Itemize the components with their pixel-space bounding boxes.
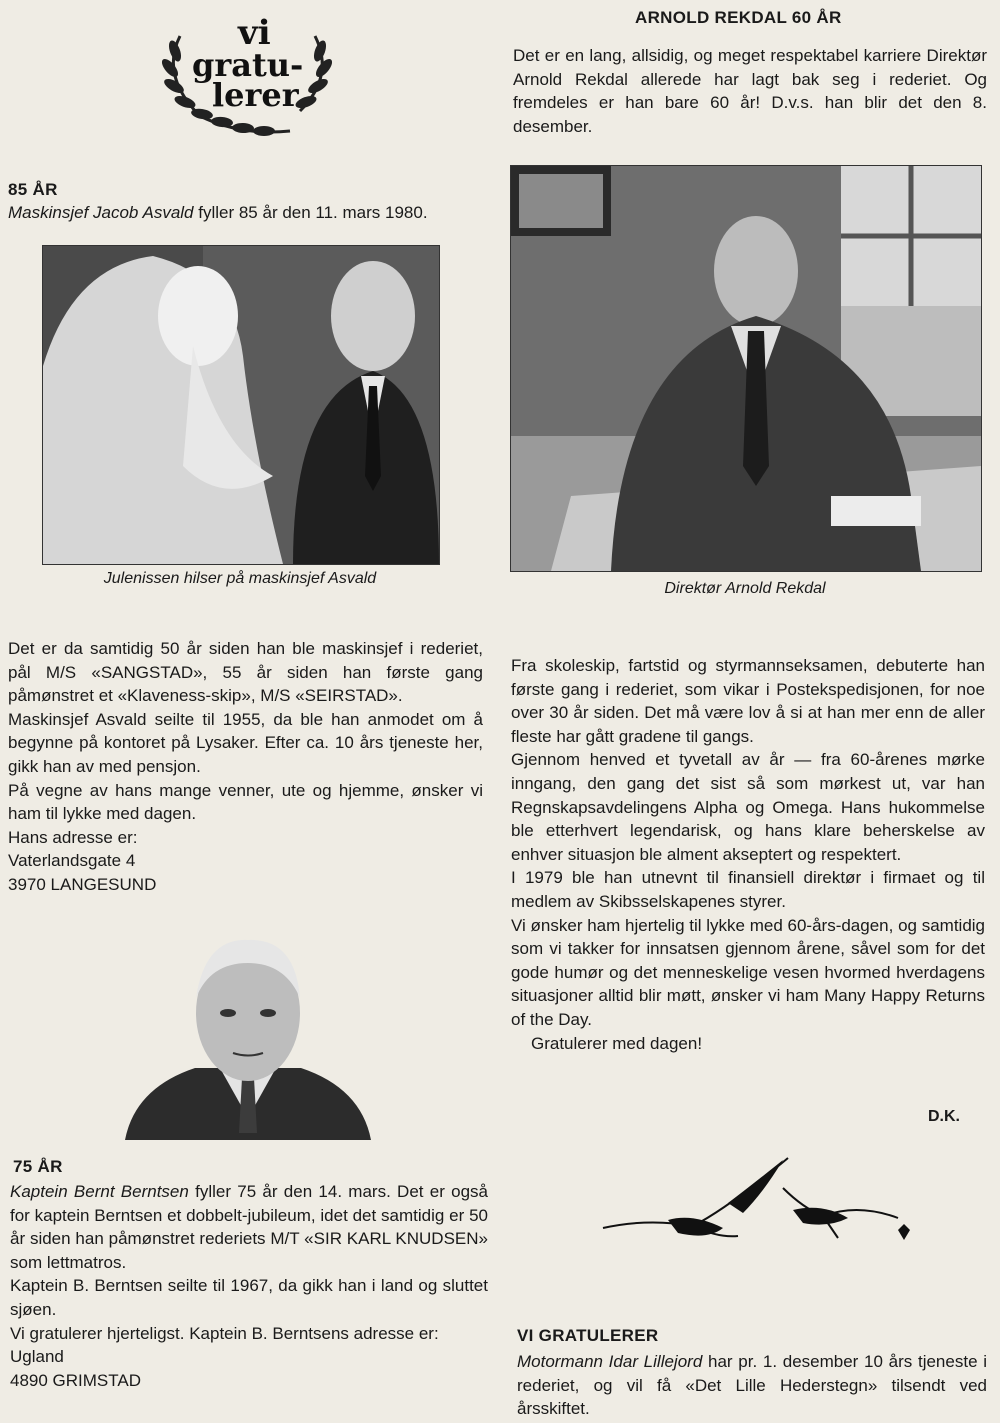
rekdal-paragraph-1: Fra skoleskip, fartstid og styrmannseksamen, debuterte han første gang i rederiet, som vikar i Postekspedisjonen, for noe over 30 år siden. Det må være lov å si at han mer enn de aller fleste har gått gradene til gangs. [511, 656, 985, 746]
berntsen-intro-rest: fyller 75 år den 14. mars. Det er også for kaptein Berntsen et dobbelt-jubileum, idet det samtidig er 50 år siden han påmønstret rederiets M/T «SIR KARL KNUDSEN» som lettmatros. [10, 1182, 488, 1272]
lillejord-rest: har pr. 1. desember 10 års tjeneste i rederiet, og vil få «Det Lille Hederstegn» tilsendt ved årsskiftet. [517, 1352, 988, 1419]
rekdal-paragraph-5: Gratulerer med dagen! [531, 1033, 703, 1053]
asvald-name: Maskinsjef Jacob Asvald [8, 203, 194, 222]
asvald-photo [42, 245, 440, 565]
asvald-title: 85 ÅR [8, 180, 58, 199]
rekdal-body [511, 654, 985, 1055]
lillejord-name: Motormann Idar Lillejord [517, 1352, 703, 1371]
berntsen-title: 75 ÅR [13, 1157, 63, 1176]
berntsen-paragraph-1 [10, 1180, 488, 1274]
berntsen-portrait [125, 918, 371, 1140]
rekdal-paragraph-3: I 1979 ble han utnevnt til finansiell direktør i firmaet og til medlem av Skibsselskapenes styrer. [511, 868, 985, 911]
berntsen-paragraph-3: Vi gratulerer hjerteligst. Kaptein B. Berntsens adresse er: [10, 1323, 439, 1343]
asvald-body [8, 637, 483, 897]
berntsen-paragraph-2: Kaptein B. Berntsen seilte til 1967, da gikk han i land og sluttet sjøen. [10, 1276, 488, 1319]
asvald-address-line-1: Vaterlandsgate 4 [8, 851, 136, 871]
berntsen-name: Kaptein Bernt Berntsen [10, 1182, 189, 1201]
rekdal-caption: Direktør Arnold Rekdal [664, 580, 826, 597]
logo-line-1: vi [238, 13, 271, 53]
asvald-address-label: Hans adresse er: [8, 827, 138, 847]
asvald-paragraph-1: Det er da samtidig 50 år siden han ble maskinsjef i rederiet, pål M/S «SANGSTAD», 55 år siden han første gang påmønstret et «Klaveness-skip», M/S «SEIRSTAD». [8, 639, 483, 706]
rekdal-paragraph-4: Vi ønsker ham hjertelig til lykke med 60-års-dagen, og samtidig som vi takker for innsatsen gjennom årene, såvel som for det gode humør og det menneskelige vesen hvormed hverdagens situasjoner alltid blir møtt, ønsker vi ham Many Happy Returns of the Day. [511, 915, 986, 1029]
asvald-paragraph-3: På vegne av hans mange venner, ute og hjemme, ønsker vi ham til lykke med dagen. [8, 780, 483, 824]
laurel-wreath-icon [140, 6, 340, 146]
rekdal-photo [510, 165, 982, 572]
lillejord-body [517, 1350, 987, 1421]
asvald-intro [8, 203, 428, 223]
seagulls-illustration [598, 1148, 938, 1258]
rekdal-signature: D.K. [928, 1108, 960, 1125]
rekdal-title: ARNOLD REKDAL 60 ÅR [635, 8, 842, 27]
berntsen-address-line-1: Ugland [10, 1347, 64, 1367]
seagull-icon [598, 1148, 938, 1258]
rekdal-paragraph-2: Gjennom henved et tyvetall av år — fra 60-årenes mørke inngang, den gang det sist så som mørkest ut, var han Regnskapsavdelingens Alpha og Omega. Hans hukommelse ble etterhvert legendarisk, og hans klare beherskelse av enhver situasjon ble alment akseptert og respektert. [511, 750, 985, 864]
asvald-caption: Julenissen hilser på maskinsjef Asvald [103, 570, 377, 587]
logo-line-3: lerer [212, 76, 299, 114]
asvald-intro-rest: fyller 85 år den 11. mars 1980. [193, 203, 428, 222]
logo-line-2: gratu- [192, 46, 304, 84]
asvald-paragraph-2: Maskinsjef Asvald seilte til 1955, da ble han anmodet om å begynne på kontoret på Lysaker. Efter ca. 10 års tjeneste her, gikk han av med pensjon. [8, 709, 483, 776]
vi-gratulerer-logo [140, 6, 340, 146]
berntsen-body [10, 1180, 488, 1392]
rekdal-intro: Det er en lang, allsidig, og meget respektabel karriere Direktør Arnold Rekdal allerede har lagt bak seg i rederiet. Og fremdeles er han bare 60 år! D.v.s. han blir det den 8. desember. [513, 46, 987, 136]
berntsen-address-line-2: 4890 GRIMSTAD [10, 1370, 142, 1390]
asvald-address-line-2: 3970 LANGESUND [8, 874, 157, 894]
lillejord-title: VI GRATULERER [517, 1326, 659, 1345]
